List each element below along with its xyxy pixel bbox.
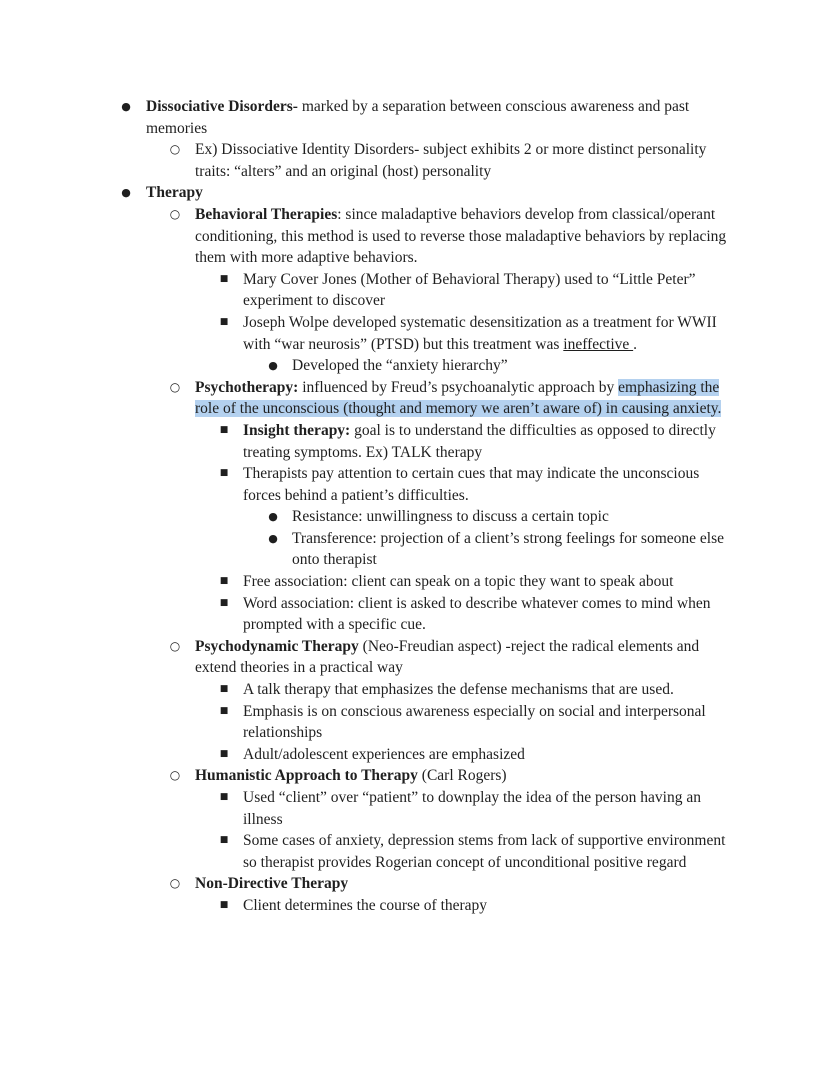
- list-item-text: Client determines the course of therapy: [243, 896, 488, 914]
- list-item-text: Free association: client can speak on a topic they want to speak about: [243, 573, 674, 591]
- list-item-resistance: [0, 506, 828, 528]
- list-item-text: Behavioral Therapies: since maladaptive behaviors develop from classical/operant conditioning, this method is used to reverse those maladaptive behaviors by replacing them with more adaptive behaviors.: [195, 205, 727, 267]
- list-item-text: Therapy: [146, 184, 203, 202]
- list-item-text: Ex) Dissociative Identity Disorders- subject exhibits 2 or more distinct personality traits: “alters” and an original (host) personality: [195, 141, 707, 180]
- bullet-square: ■: [219, 597, 229, 608]
- list-item-text: Psychotherapy: influenced by Freud’s psychoanalytic approach by emphasizing the role of the unconscious (thought and memory we aren’t aware of) in causing anxiety.: [195, 378, 722, 418]
- list-item-psychotherapy: [0, 377, 828, 420]
- bullet-circle: ○: [169, 638, 181, 653]
- bullet-square: ■: [219, 576, 229, 587]
- bullet-disc: ●: [121, 186, 131, 200]
- list-item-transference: [0, 528, 828, 571]
- bullet-square: ■: [219, 748, 229, 759]
- list-item-joseph-wolpe: [0, 312, 828, 355]
- list-item-text: Word association: client is asked to describe whatever comes to mind when prompted with a specific cue.: [243, 594, 711, 634]
- list-item-therapists-cues: [0, 463, 828, 506]
- list-item-client-determines: [0, 895, 828, 917]
- bullet-square: ■: [219, 316, 229, 327]
- bullet-square: ■: [219, 468, 229, 479]
- list-item-text: Psychodynamic Therapy (Neo-Freudian aspect) -reject the radical elements and extend theories in a practical way: [195, 637, 700, 677]
- bullet-disc: ●: [268, 510, 278, 524]
- bullet-square: ■: [219, 424, 229, 435]
- bullet-square: ■: [219, 899, 229, 910]
- list-item-text: Insight therapy: goal is to understand the difficulties as opposed to directly treating symptoms. Ex) TALK therapy: [243, 421, 716, 461]
- list-item-insight-therapy: [0, 420, 828, 463]
- list-item-text: Resistance: unwillingness to discuss a certain topic: [292, 508, 609, 526]
- list-item-conscious-awareness: [0, 701, 828, 744]
- bullet-circle: ○: [169, 876, 181, 891]
- bullet-circle: ○: [169, 379, 181, 394]
- list-item-text: Emphasis is on conscious awareness especially on social and interpersonal relationships: [243, 702, 706, 742]
- bullet-disc: ●: [121, 100, 131, 113]
- list-item-text: Joseph Wolpe developed systematic desensitization as a treatment for WWII with “war neurosis” (PTSD) but this treatment was ineffective .: [243, 313, 717, 353]
- list-item-adult-adolescent: [0, 744, 828, 766]
- list-item-text: Adult/adolescent experiences are emphasized: [243, 745, 525, 763]
- document-page: [0, 96, 828, 917]
- bullet-square: ■: [219, 684, 229, 695]
- bullet-disc: ●: [268, 359, 278, 373]
- list-item-psychodynamic-therapy: [0, 636, 828, 679]
- bullet-circle: ○: [169, 142, 181, 157]
- list-item-behavioral-therapies: [0, 204, 828, 269]
- list-item-text: Used “client” over “patient” to downplay the idea of the person having an illness: [243, 789, 701, 828]
- list-item-mary-cover-jones: [0, 269, 828, 312]
- list-item-text: Non-Directive Therapy: [195, 875, 349, 893]
- list-item-text: Mary Cover Jones (Mother of Behavioral Therapy) used to “Little Peter” experiment to discover: [243, 270, 696, 310]
- bullet-square: ■: [219, 792, 229, 802]
- underlined-word: ineffective: [563, 335, 634, 353]
- list-item-dissociative-disorders: [0, 96, 828, 139]
- list-item-non-directive-therapy: [0, 873, 828, 895]
- bullet-square: ■: [219, 705, 229, 716]
- highlighted-text[interactable]: emphasizing the role of the unconscious (thought and memory we aren’t aware of) in causing anxiety.: [195, 378, 722, 418]
- list-item-text: Transference: projection of a client’s strong feelings for someone else onto therapist: [292, 529, 725, 569]
- list-item-text: Developed the “anxiety hierarchy”: [292, 357, 508, 375]
- bullet-disc: ●: [268, 531, 278, 545]
- list-item-text: Humanistic Approach to Therapy (Carl Rogers): [195, 767, 507, 785]
- list-item-humanistic-approach: [0, 765, 828, 787]
- bullet-square: ■: [219, 273, 229, 284]
- list-item-text: Some cases of anxiety, depression stems from lack of supportive environment so therapist provides Rogerian concept of unconditional positive regard: [243, 832, 726, 871]
- list-item-client-over-patient: [0, 787, 828, 830]
- list-item-text: Dissociative Disorders- marked by a separation between conscious awareness and past memories: [146, 98, 690, 137]
- list-item-rogerian-concept: [0, 830, 828, 873]
- list-item-anxiety-hierarchy: [0, 355, 828, 377]
- list-item-free-association: [0, 571, 828, 593]
- bullet-square: ■: [219, 835, 229, 846]
- list-item-talk-therapy-defense: [0, 679, 828, 701]
- list-item-word-association: [0, 593, 828, 636]
- list-item-therapy: [0, 182, 828, 204]
- list-item-text: Therapists pay attention to certain cues that may indicate the unconscious forces behind a patient’s difficulties.: [243, 465, 700, 504]
- list-item-did-example: [0, 139, 828, 182]
- bullet-circle: ○: [169, 206, 181, 221]
- bullet-circle: ○: [169, 768, 181, 783]
- list-item-text: A talk therapy that emphasizes the defense mechanisms that are used.: [243, 681, 674, 699]
